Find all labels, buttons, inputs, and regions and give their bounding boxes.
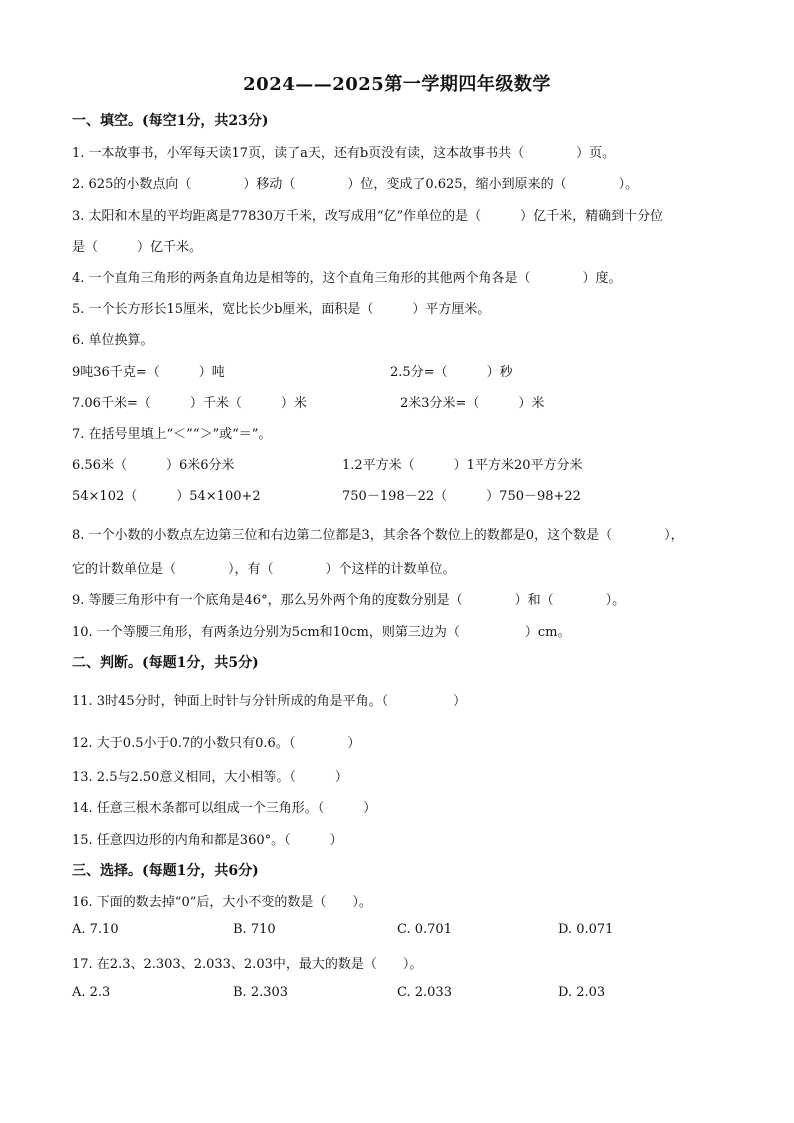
question-1: 1. 一本故事书，小军每天读17页，读了a天，还有b页没有读，这本故事书共（ ）页。 [72, 146, 616, 161]
question-7-item-3: 54×102（ ）54×100+2 [72, 489, 261, 504]
question-7-item-4: 750－198－22（ ）750－98+22 [342, 489, 581, 504]
question-17: 17. 在2.3、2.303、2.033、2.03中，最大的数是（ ）。 [72, 957, 423, 972]
question-16-option-a: A. 7.10 [72, 922, 119, 937]
question-6-item-4: 2米3分米=（ ）米 [400, 396, 545, 411]
question-14: 14. 任意三根木条都可以组成一个三角形。（ ） [72, 801, 377, 816]
question-17-option-d: D. 2.03 [558, 985, 606, 1000]
question-6-item-2: 2.5分=（ ）秒 [390, 365, 513, 380]
question-4: 4. 一个直角三角形的两条直角边是相等的，这个直角三角形的其他两个角各是（ ）度。 [72, 271, 622, 286]
question-6-item-1: 9吨36千克=（ ）吨 [72, 365, 225, 380]
question-13: 13. 2.5与2.50意义相同，大小相等。（ ） [72, 770, 348, 785]
page-title: 2024——2025第一学期四年级数学 [243, 74, 551, 95]
question-8-line-2: 它的计数单位是（ ），有（ ）个这样的计数单位。 [72, 562, 456, 577]
question-12: 12. 大于0.5小于0.7的小数只有0.6。（ ） [72, 736, 361, 751]
question-11: 11. 3时45分时，钟面上时针与分针所成的角是平角。（ ） [72, 694, 467, 709]
question-3-line-2: 是（ ）亿千米。 [72, 240, 203, 255]
question-17-option-a: A. 2.3 [72, 985, 111, 1000]
section-judge-heading: 二、判断。(每题1分，共5分) [72, 655, 259, 671]
question-16-option-c: C. 0.701 [397, 922, 452, 937]
question-9: 9. 等腰三角形中有一个底角是46°，那么另外两个角的度数分别是（ ）和（ ）。 [72, 593, 626, 608]
question-15: 15. 任意四边形的内角和都是360°。（ ） [72, 833, 343, 848]
question-17-option-c: C. 2.033 [397, 985, 452, 1000]
question-16-option-b: B. 710 [233, 922, 276, 937]
question-2: 2. 625的小数点向（ ）移动（ ）位，变成了0.625，缩小到原来的（ ）。 [72, 177, 639, 192]
question-8-line-1: 8. 一个小数的小数点左边第三位和右边第二位都是3，其余各个数位上的数都是0，这个数是（ ）， [72, 528, 684, 543]
section-fill-blank-heading: 一、填空。(每空1分，共23分) [72, 113, 269, 129]
question-16-option-d: D. 0.071 [558, 922, 614, 937]
section-choice-heading: 三、选择。(每题1分，共6分) [72, 863, 259, 879]
question-16: 16. 下面的数去掉“0”后，大小不变的数是（ ）。 [72, 895, 372, 910]
question-10: 10. 一个等腰三角形，有两条边分别为5cm和10cm，则第三边为（ ）cm。 [72, 625, 571, 640]
question-17-option-b: B. 2.303 [233, 985, 289, 1000]
question-7-item-2: 1.2平方米（ ）1平方米20平方分米 [342, 458, 583, 473]
question-3-line-1: 3. 太阳和木星的平均距离是77830万千米，改写成用“亿”作单位的是（ ）亿千米，精确到十分位 [72, 209, 664, 224]
question-7: 7. 在括号里填上“＜”“＞”或“＝”。 [72, 427, 272, 442]
question-6: 6. 单位换算。 [72, 333, 154, 348]
question-6-item-3: 7.06千米=（ ）千米（ ）米 [72, 396, 307, 411]
question-7-item-1: 6.56米（ ）6米6分米 [72, 458, 235, 473]
question-5: 5. 一个长方形长15厘米，宽比长少b厘米，面积是（ ）平方厘米。 [72, 302, 491, 317]
